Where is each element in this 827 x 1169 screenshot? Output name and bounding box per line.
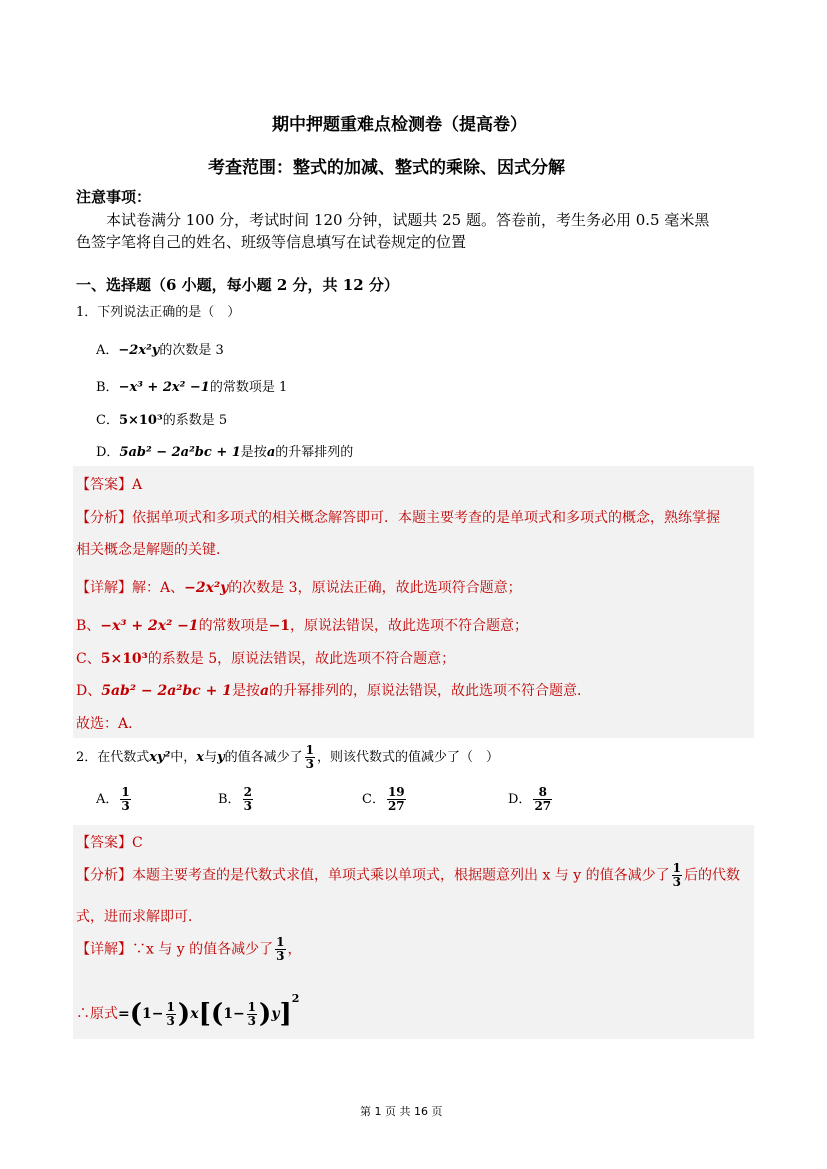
stem-x: x (196, 750, 205, 765)
stem-y: y (217, 750, 225, 765)
option-text: 的系数是 5 (162, 413, 228, 428)
q2-stem (76, 744, 499, 771)
answer-tag: 【答案】 (76, 835, 132, 851)
option-letter: A． (96, 343, 119, 358)
detail-prefix: D、 (76, 683, 102, 699)
q1-detail-a (76, 577, 522, 597)
option-letter: D． (96, 445, 120, 460)
formula-exponent: 2 (291, 992, 300, 1005)
right-paren: ) (177, 999, 191, 1029)
q1-analysis-2: 相关概念是解题的关键． (76, 542, 230, 558)
detail-math: 5ab² − 2a²bc + 1 (101, 683, 232, 699)
formula-equals: = (118, 1006, 130, 1022)
answer-tag: 【答案】 (76, 477, 132, 493)
stem-text: 2．在代数式 (76, 750, 150, 765)
q1-analysis-1 (76, 507, 720, 527)
option-letter: D． (508, 792, 532, 807)
option-text-2: 的升幂排列的 (275, 445, 354, 460)
q1-detail-d (76, 680, 591, 700)
answer-value: A (132, 477, 143, 493)
stem-math: xy² (149, 750, 171, 765)
analysis-tag: 【分析】 (76, 510, 132, 526)
detail-text: 的常数项是 (198, 618, 269, 634)
option-text: 的次数是 3 (159, 343, 224, 358)
formula-minus-2: − (232, 1006, 245, 1022)
detail-tag: 【详解】 (76, 941, 132, 958)
stem-text: 中， (170, 750, 197, 765)
detail-text-2: ，原说法错误，故此选项不符合题意； (290, 618, 529, 634)
analysis-fraction (672, 862, 682, 889)
detail-prefix: B、 (76, 618, 101, 634)
option-fraction (120, 786, 130, 813)
fraction-denominator: 3 (247, 1013, 257, 1028)
detail-math: −x³ + 2x² −1 (100, 618, 199, 634)
q1-option-a (96, 339, 224, 358)
notice-body-2: 色签字笔将自己的姓名、班级等信息填写在试卷规定的位置 (76, 233, 467, 251)
fraction-denominator: 3 (276, 949, 285, 963)
stem-text: 与 (204, 750, 218, 765)
q1-option-d (96, 441, 353, 460)
stem-fraction (305, 744, 315, 771)
q1-answer (76, 474, 142, 494)
q2-answer (76, 832, 143, 852)
fraction-denominator: 3 (243, 799, 252, 813)
detail-text: 的次数是 3，原说法正确，故此选项符合题意； (228, 580, 522, 596)
fraction-numerator: 1 (247, 999, 257, 1014)
q1-detail-b (76, 615, 528, 635)
right-bracket: ] (279, 999, 292, 1029)
fraction-denominator: 27 (387, 799, 405, 813)
detail-math: −2x²y (184, 580, 229, 596)
section-heading: 一、选择题（6 小题，每小题 2 分，共 12 分） (76, 276, 399, 294)
detail-text: 的系数是 5，原说法错误，故此选项不符合题意； (147, 651, 456, 667)
fraction-denominator: 3 (121, 799, 130, 813)
left-paren: ( (129, 999, 143, 1029)
analysis-text-2: 后的代数 (683, 867, 740, 884)
option-math: −2x²y (118, 343, 160, 358)
option-text: 的常数项是 1 (209, 380, 288, 395)
answer-value: C (132, 835, 143, 851)
option-fraction (533, 786, 552, 813)
formula-one: 1 (142, 1006, 152, 1022)
q2-detail-1 (76, 936, 302, 963)
option-var: a (266, 445, 276, 460)
q2-option-d (508, 786, 554, 813)
fraction-numerator: 1 (276, 935, 285, 949)
formula-fraction (166, 1001, 176, 1028)
fraction-numerator: 1 (305, 743, 315, 757)
page-number: 第 1 页 共 16 页 (360, 1105, 443, 1118)
analysis-text: 本题主要考查的是代数式求值，单项式乘以单项式，根据题意列出 x 与 y 的值各减少了 (132, 867, 670, 884)
option-fraction (387, 786, 406, 813)
detail-var: a (259, 683, 270, 699)
exam-scope: 考查范围：整式的加减、整式的乘除、因式分解 (208, 158, 565, 178)
fraction-denominator: 3 (166, 1013, 175, 1028)
stem-text: ，则该代数式的值减少了（ ） (317, 750, 500, 765)
option-math: 5×10³ (118, 413, 163, 428)
fraction-numerator: 1 (672, 861, 681, 875)
analysis-tag: 【分析】 (76, 867, 132, 884)
analysis-text: 依据单项式和多项式的相关概念解答即可．本题主要考查的是单项式和多项式的概念，熟练掌握 (132, 510, 720, 526)
detail-text-2: ， (287, 941, 302, 958)
fraction-numerator: 19 (387, 785, 405, 799)
detail-tag: 【详解】 (76, 580, 132, 596)
detail-text-2: 的升幂排列的，原说法错误，故此选项不符合题意． (269, 683, 592, 699)
page-title: 期中押题重难点检测卷（提高卷） (272, 115, 527, 135)
right-paren-2: ) (259, 999, 272, 1029)
fraction-numerator: 1 (166, 999, 175, 1014)
option-math: 5ab² − 2a²bc + 1 (119, 445, 241, 460)
notice-body-1: 本试卷满分 100 分，考试时间 120 分钟，试题共 25 题。答卷前，考生务必用 0.5 毫米黑 (106, 211, 710, 229)
detail-text: ∵x 与 y 的值各减少了 (132, 941, 274, 958)
fraction-denominator: 3 (672, 875, 681, 889)
left-bracket: [ (198, 999, 211, 1029)
fraction-denominator: 27 (534, 799, 552, 813)
q2-analysis-2: 式，进而求解即可． (76, 909, 202, 925)
option-letter: B． (96, 380, 119, 395)
option-math: −x³ + 2x² −1 (118, 380, 210, 395)
q2-option-b (218, 786, 255, 813)
left-paren-2: ( (210, 999, 224, 1029)
option-letter: A． (96, 792, 119, 807)
option-letter: C． (96, 413, 119, 428)
fraction-numerator: 1 (121, 785, 130, 799)
fraction-numerator: 8 (533, 786, 552, 800)
formula-y: y (271, 1006, 280, 1022)
formula-fraction-2 (247, 1001, 257, 1028)
detail-text: 是按 (231, 683, 260, 699)
detail-fraction (275, 936, 285, 963)
formula-one-2: 1 (223, 1006, 233, 1022)
detail-prefix: C、 (76, 651, 101, 667)
option-fraction (243, 786, 253, 813)
formula-prefix: ∴原式 (76, 1006, 118, 1022)
formula-minus: − (151, 1006, 164, 1022)
q2-formula (76, 992, 299, 1029)
q1-stem: 1．下列说法正确的是（ ） (76, 305, 241, 320)
q1-option-c (96, 409, 227, 428)
option-text: 是按 (240, 445, 267, 460)
q1-conclusion: 故选：A． (76, 716, 143, 732)
option-letter: C． (362, 792, 385, 807)
fraction-denominator: 3 (305, 757, 315, 771)
q2-option-c (362, 786, 408, 813)
option-letter: B． (218, 792, 241, 807)
formula-x: x (190, 1006, 199, 1022)
formula-body (129, 992, 300, 1029)
q2-option-a (96, 786, 133, 813)
stem-text: 的值各减少了 (224, 750, 303, 765)
q1-detail-c (76, 648, 455, 668)
q1-option-b (96, 376, 287, 395)
detail-prefix: 解：A、 (132, 580, 185, 596)
detail-math: 5×10³ (100, 651, 148, 667)
detail-math-2: −1 (268, 618, 291, 634)
notice-heading: 注意事项： (76, 188, 152, 206)
q2-analysis-1 (76, 862, 740, 889)
fraction-numerator: 2 (243, 785, 252, 799)
